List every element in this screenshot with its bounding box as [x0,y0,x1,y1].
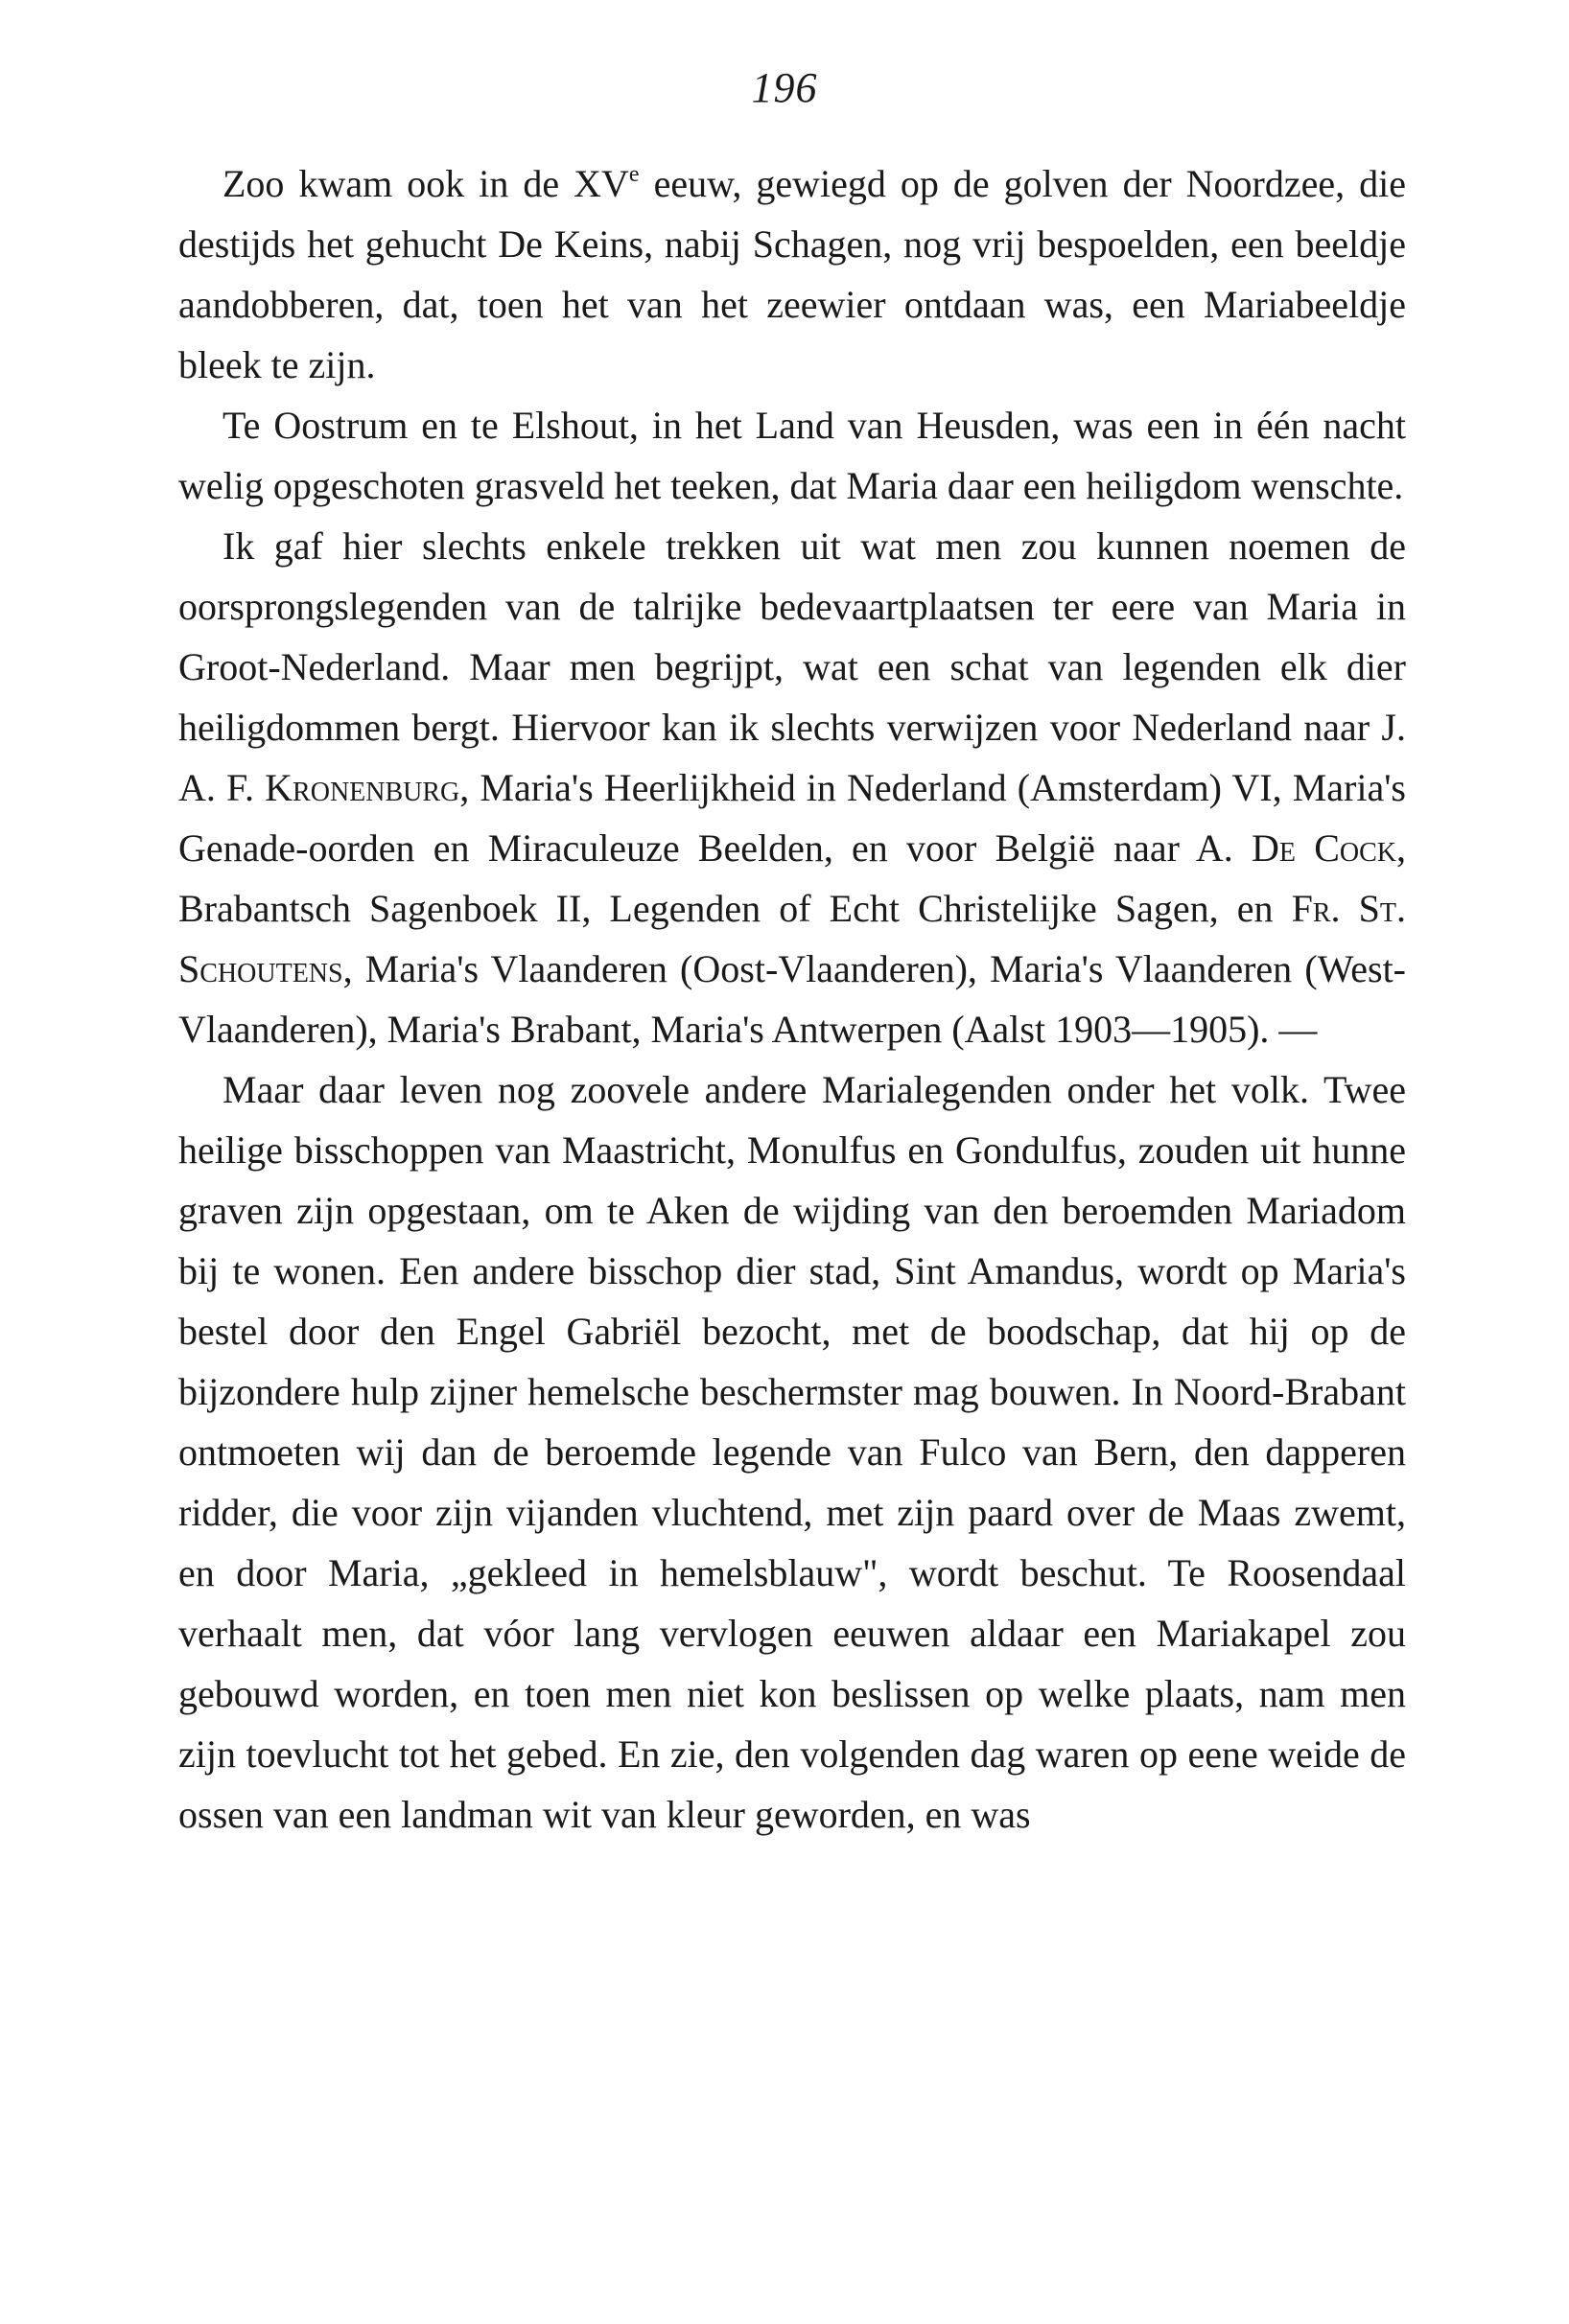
author-schoutens: Fr. St. Schoutens [178,887,1406,990]
paragraph-1 [178,153,1406,395]
paragraph-2: Te Oostrum en te Elshout, in het Land van Heusden, was een in één nacht welig opgeschoten grasveld het teeken, dat Maria daar een heiligdom wenschte. [178,404,1406,507]
body-text [178,153,1406,1845]
paragraph-3-part-c: , Brabantsch Sagenboek II, Legenden of Echt Christelijke Sagen, en [178,826,1406,930]
paragraph-3-part-b: , Maria's Heerlijkheid in Nederland (Amsterdam) VI, Maria's Genade-oorden en Miraculeuze Beelden, en voor België naar A. [178,766,1406,870]
paragraph-3 [178,516,1406,1059]
paragraph-3-part-a: Ik gaf hier slechts enkele trekken uit wat men zou kunnen noemen de oorsprongslegenden van de talrijke bedevaartplaatsen ter eere van Maria in Groot-Nederland. Maar men begrijpt, wat een schat van legenden elk dier heiligdommen bergt. Hiervoor kan ik slechts verwijzen voor Nederland naar J. A. F. [178,524,1406,809]
author-kronenburg: Kronenburg [265,766,460,809]
paragraph-1-text: Zoo kwam ook in de XV [222,162,629,205]
paragraph-3-part-d: , Maria's Vlaanderen (Oost-Vlaanderen), Maria's Vlaanderen (West-Vlaanderen), Maria's Brabant, Maria's Antwerpen (Aalst 1903—1905). — [178,947,1406,1051]
paragraph-1-rest: eeuw, gewiegd op de golven der Noordzee, die destijds het gehucht De Keins, nabij Schagen, nog vrij bespoelden, een beeldje aandobberen, dat, toen het van het zeewier ontdaan was, een Mariabeeldje bleek te zijn. [178,162,1407,386]
century-superscript: e [628,162,640,187]
author-de-cock: De Cock [1252,826,1396,870]
page-number: 196 [751,64,818,111]
paragraph-4: Maar daar leven nog zoovele andere Marialegenden onder het volk. Twee heilige bisschoppen van Maastricht, Monulfus en Gondulfus, zouden uit hunne graven zijn opgestaan, om te Aken de wijding van den beroemden Mariadom bij te wonen. Een andere bisschop dier stad, Sint Amandus, wordt op Maria's bestel door den Engel Gabriël bezocht, met de boodschap, dat hij op de bijzondere hulp zijner hemelsche beschermster mag bouwen. In Noord-Brabant ontmoeten wij dan de beroemde legende van Fulco van Bern, den dapperen ridder, die voor zijn vijanden vluchtend, met zijn paard over de Maas zwemt, en door Maria, „gekleed in hemelsblauw", wordt beschut. Te Roosendaal verhaalt men, dat vóor lang vervlogen eeuwen aldaar een Mariakapel zou gebouwd worden, en toen men niet kon beslissen op welke plaats, nam men zijn toevlucht tot het gebed. En zie, den volgenden dag waren op eene weide de ossen van een landman wit van kleur geworden, en was [178,1068,1406,1836]
